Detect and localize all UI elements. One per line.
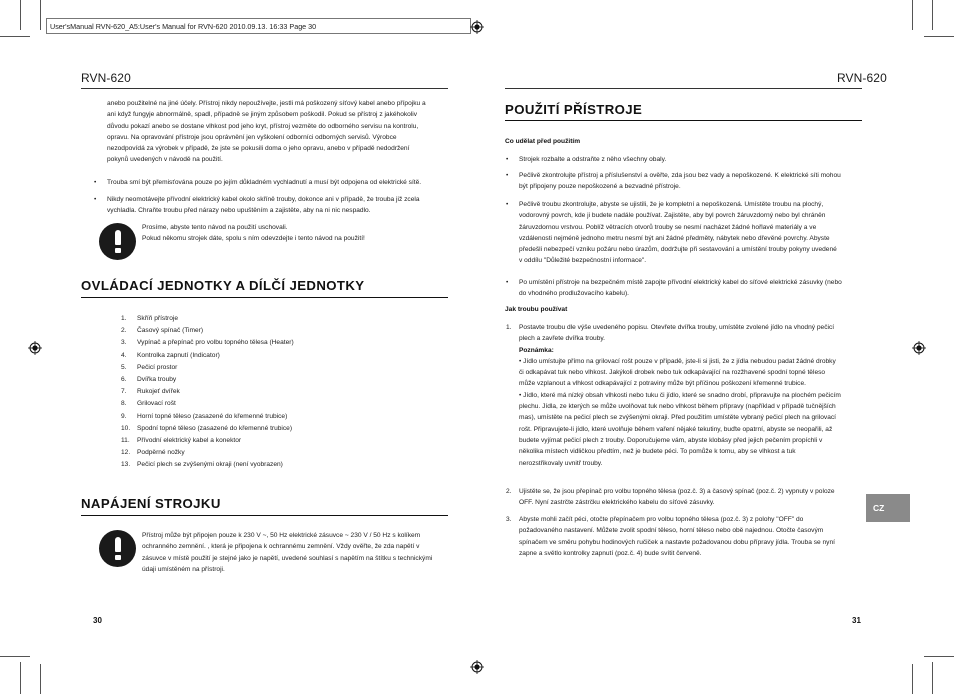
parts-label: Horní topné těleso (zasazené do křemenné trubice) <box>137 412 288 420</box>
parts-label: Rukojeť dvířek <box>137 388 180 396</box>
left-intro <box>107 98 452 166</box>
parts-label: Skříň přístroje <box>137 315 179 322</box>
intro-line: anebo použitelné na jiné účely. Přístroj nikdy nepoužívejte, jestli má poškozený síťový kabel anebo přípojku a <box>107 100 426 107</box>
power-warning-text <box>142 530 452 575</box>
subheading-before-use: Co udělat před použitím <box>505 138 581 145</box>
step-number: 3. <box>506 516 512 523</box>
parts-label: Podpěrné nožky <box>137 449 185 457</box>
subheading-how-to-use: Jak troubu používat <box>505 306 568 313</box>
parts-number: 5. <box>121 363 127 371</box>
section-rule <box>81 297 448 298</box>
parts-label: Kontrolka zapnutí (Indicator) <box>137 351 220 359</box>
registration-mark-icon <box>912 341 926 355</box>
page-number-right: 31 <box>852 616 861 625</box>
bullet-dot: • <box>506 201 509 208</box>
crop-mark <box>0 656 30 657</box>
warning-icon <box>99 223 136 260</box>
left-header: RVN-620 <box>81 71 131 85</box>
intro-line: pokynů uvedených v návodě na použití. <box>107 156 223 164</box>
bullet-line: žáruvzdornou vrstvou. Poblíž větracích otvorů trouby se nesmí nacházet žádné hořlavé materiály a ve <box>519 223 817 231</box>
parts-label: Dvířka trouby <box>137 376 177 383</box>
parts-number: 13. <box>121 461 131 469</box>
crop-mark <box>40 664 41 694</box>
section-title-controls: OVLÁDACÍ JEDNOTKY A DÍLČÍ JEDNOTKY <box>81 278 365 293</box>
parts-label: Časový spínač (Timer) <box>137 327 204 335</box>
note-line: budete vyjímat pečicí plech z trouby. Doporučujeme vám, abyste klobásy před jejich pečením propíchli v <box>519 436 823 444</box>
step-line: Abyste mohli začít péci, otočte přepínačem pro volbu topného tělesa (poz.č. 3) z polohy "OFF" do <box>519 516 804 523</box>
step-number: 2. <box>506 488 512 495</box>
note-line: • Jídlo, které má nízký obsah vlhkosti nebo tuku či jídlo, které se snadno drobí, připravujte na plochém pečicím <box>519 391 841 399</box>
parts-number: 4. <box>121 351 127 359</box>
bullet-line: vychladla. Chraňte troubu před nárazy nebo upuštěním a zajistěte, aby na ni nic nespadlo. <box>107 207 371 215</box>
note-line: rošt. Připravujete-li jídlo, které uvolňuje během vaření nějaké tekutiny, buďte opatrní, abyste se neopařili, až <box>519 425 833 433</box>
section-title-power: NAPÁJENÍ STROJKU <box>81 496 221 511</box>
step-text <box>519 514 835 559</box>
crop-mark <box>932 662 933 694</box>
parts-number: 9. <box>121 412 127 420</box>
note-label: Poznámka: <box>519 346 554 354</box>
step-line: spínačem ve směru pohybu hodinových ručiček a nastavte požadovanou dobu přípravy jídla. Trouba se nyní <box>519 538 835 546</box>
step-number: 1. <box>506 324 512 331</box>
crop-mark <box>924 36 954 37</box>
registration-mark-icon <box>470 20 484 34</box>
crop-mark <box>912 664 913 694</box>
left-header-rule <box>81 88 448 89</box>
step-line: Ujistěte se, že jsou přepínač pro volbu topného tělesa (poz.č. 3) a časový spínač (poz.č. 2) vypnuty v poloze <box>519 488 835 495</box>
step-line: požadovaného nastavení. Můžete zvolit spodní těleso, horní těleso nebo obě najednou. Otočte časovým <box>519 527 824 535</box>
registration-mark-icon <box>28 341 42 355</box>
parts-number: 11. <box>121 437 130 444</box>
parts-number: 2. <box>121 327 127 335</box>
bullet-dot: • <box>506 279 509 286</box>
bullet-line: vzdálenosti nejméně jednoho metru nesmí být ani žádné předměty, nábytek nebo dřevěné povrchy. Abyste <box>519 234 830 242</box>
warning-line: Přístroj může být připojen pouze k 230 V ~, 50 Hz elektrické zásuvce ~ 230 V / 50 Hz s kolíkem <box>142 532 421 539</box>
note-line: či odkapávat tuk nebo vlhkost. Jakýkoli drobek nebo tuk odkapávající na rozžhavené spodní topné těleso <box>519 369 826 377</box>
intro-line: důvodu pokazí anebo se dostane vlhkost pod jeho kryt, přístroj vezměte do odborného servisu na kontrolu, <box>107 122 419 130</box>
bullet-line: do vhodného prodlužovacího kabelu). <box>519 290 629 298</box>
intro-line: nezodpovídá za výrobek v případě, že jste se pokusili doma o jeho opravu, anebo v případě nedodržení <box>107 145 410 153</box>
bullet-dot: • <box>94 196 97 203</box>
section-rule <box>505 120 862 121</box>
step-line: plech a zavřete dvířka trouby. <box>519 335 606 343</box>
right-header: RVN-620 <box>837 71 887 85</box>
parts-number: 7. <box>121 388 127 396</box>
parts-label: Přívodní elektrický kabel a konektor <box>137 437 242 444</box>
bullet-line: Trouba smí být přemisťována pouze po jejím důkladném vychladnutí a musí být odpojena od elektrické sítě. <box>107 179 422 186</box>
warning-line: Pokud někomu strojek dáte, spolu s ním odevzdejte i tento návod na použití! <box>142 235 365 243</box>
note-line: • Jídlo umístujte přímo na grilovací rošt pouze v případě, jste-li si jisti, že z jídla nebudou padat žádné drobky <box>519 357 836 365</box>
crop-mark <box>0 36 30 37</box>
warning-line: Prosíme, abyste tento návod na použití uschovali. <box>142 224 288 231</box>
bullet-line: vodorovný povrch, kde ji budete nadále používat. Zajistěte, aby byl povrch žáruvzdorný nebo byl chráněn <box>519 212 826 220</box>
parts-number: 6. <box>121 376 127 383</box>
warning-line: údaji umístěném na přístroji. <box>142 565 225 573</box>
bullet-line: Strojek rozbalte a odstraňte z něho všechny obaly. <box>519 156 667 163</box>
intro-line: opravu. Na opravování přístroje jsou oprávnění jen vyškolení odborníci odborných servisů. Výrobce <box>107 133 397 141</box>
crop-mark <box>20 0 21 30</box>
parts-label: Pečicí plech se zvýšenými okraji (není vyobrazen) <box>137 461 283 469</box>
step-text <box>519 322 841 469</box>
parts-number: 8. <box>121 400 127 408</box>
parts-label: Grilovací rošt <box>137 400 176 408</box>
note-line: plechu. Jídla, ze kterých se může uvolňovat tuk nebo vlhkost během přípravy (například v případě tučnějších <box>519 403 836 411</box>
step-line: Postavte troubu dle výše uvedeného popisu. Otevřete dvířka trouby, umístěte zvolené jídlo na vhodný pečicí <box>519 324 835 331</box>
note-line: nerozstřikovaly uvnitř trouby. <box>519 459 603 467</box>
crop-mark <box>912 0 913 30</box>
bullet-line: Nikdy neomotávejte přívodní elektrický kabel okolo skříně trouby, dokonce ani v případě, že trouba již zcela <box>107 196 420 203</box>
left-bullet <box>107 177 421 188</box>
warning-line: zásuvce v místě použití je stejné jako je napětí, uvedené souhlasí s napětím na štítku s technickými <box>142 554 433 562</box>
note-line: mas), umístěte na pečicí plech se zvýšenými okraji. Před použitím umístěte vybraný pečicí plech na grilovací <box>519 414 836 422</box>
bullet-line: Pečlivě zkontrolujte přístroj a příslušenství a ověřte, zda jsou bez vady a nepoškozené. K elektrické síti mohou <box>519 172 841 179</box>
crop-mark <box>40 0 41 30</box>
step-text <box>519 486 835 509</box>
crop-mark <box>924 656 954 657</box>
language-tab-label: CZ <box>873 503 885 513</box>
warning-line: ochranného zemnění. , která je připojena k ochrannému zemnění. Vždy ověřte, že zda napětí v <box>142 543 420 551</box>
crop-mark <box>932 0 933 30</box>
bullet-line: být připojeny pouze nepoškozené a bezvadné přístroje. <box>519 183 681 191</box>
bullet-dot: • <box>94 179 97 186</box>
crop-mark <box>20 662 21 694</box>
section-rule <box>81 515 448 516</box>
bullet-line: v oddílu "Důležité bezpečnostní informace". <box>519 257 647 265</box>
note-line: může vzplanout a vlhkost odkapávající z potraviny může být příčinou poškození křemenné trubice. <box>519 380 806 388</box>
right-bullet <box>519 154 666 165</box>
intro-line: ani když fungује abnormálně, spadl, případně se jiným způsobem poškodil. Pokud se přístroj z jakéhokoliv <box>107 111 418 119</box>
parts-list <box>121 313 421 473</box>
bullet-dot: • <box>506 172 509 179</box>
bullet-line: Po umístění přístroje na bezpečném místě zapojte přívodní elektrický kabel do síťové elektrické zásuvky (nebo <box>519 279 842 286</box>
bullet-line: Pečlivě troubu zkontrolujte, abyste se ujistili, že je kompletní a nepoškozená. Umístěte troubu na plochý, <box>519 201 824 208</box>
parts-number: 12. <box>121 449 131 457</box>
print-slug: User'sManual RVN-620_A5:User's Manual for RVN-620 2010.09.13. 16:33 Page 30 <box>50 22 317 31</box>
right-bullet <box>519 199 837 267</box>
right-bullet <box>519 170 841 193</box>
parts-label: Pečicí prostor <box>137 363 178 371</box>
language-tab <box>866 494 910 522</box>
note-line: několika místech vidličkou předtím, než je budete péci. To pomůže k tomu, aby se vlhkost a tuk <box>519 448 796 456</box>
parts-label: Vypínač a přepínač pro volbu topného tělesa (Heater) <box>137 339 294 347</box>
step-line: OFF. Nyní zastrčte zástrčku elektrického kabelu do síťové zásuvky. <box>519 499 715 507</box>
step-line: zapne a světlo kontrolky zapnutí (poz.č. 4) bude svítit červeně. <box>519 549 702 557</box>
parts-label: Spodní topné těleso (zasazené do křemenné trubice) <box>137 424 293 432</box>
parts-number: 10. <box>121 424 131 432</box>
right-bullet <box>519 277 842 300</box>
parts-number: 1. <box>121 315 127 322</box>
bullet-dot: • <box>506 156 509 163</box>
parts-number: 3. <box>121 339 127 347</box>
bullet-line: předešli nebezpečí vzniku požáru nebo úrazům, dodržujte při sestavování a umístění trouby pokyny uvedené <box>519 246 837 254</box>
registration-mark-icon <box>470 660 484 674</box>
warning-icon <box>99 530 136 567</box>
section-title-usage: POUŽITÍ PŘÍSTROJE <box>505 102 643 117</box>
right-header-rule <box>505 88 862 89</box>
warning-text <box>142 222 365 245</box>
page-number-left: 30 <box>93 616 102 625</box>
left-bullet <box>107 194 420 217</box>
